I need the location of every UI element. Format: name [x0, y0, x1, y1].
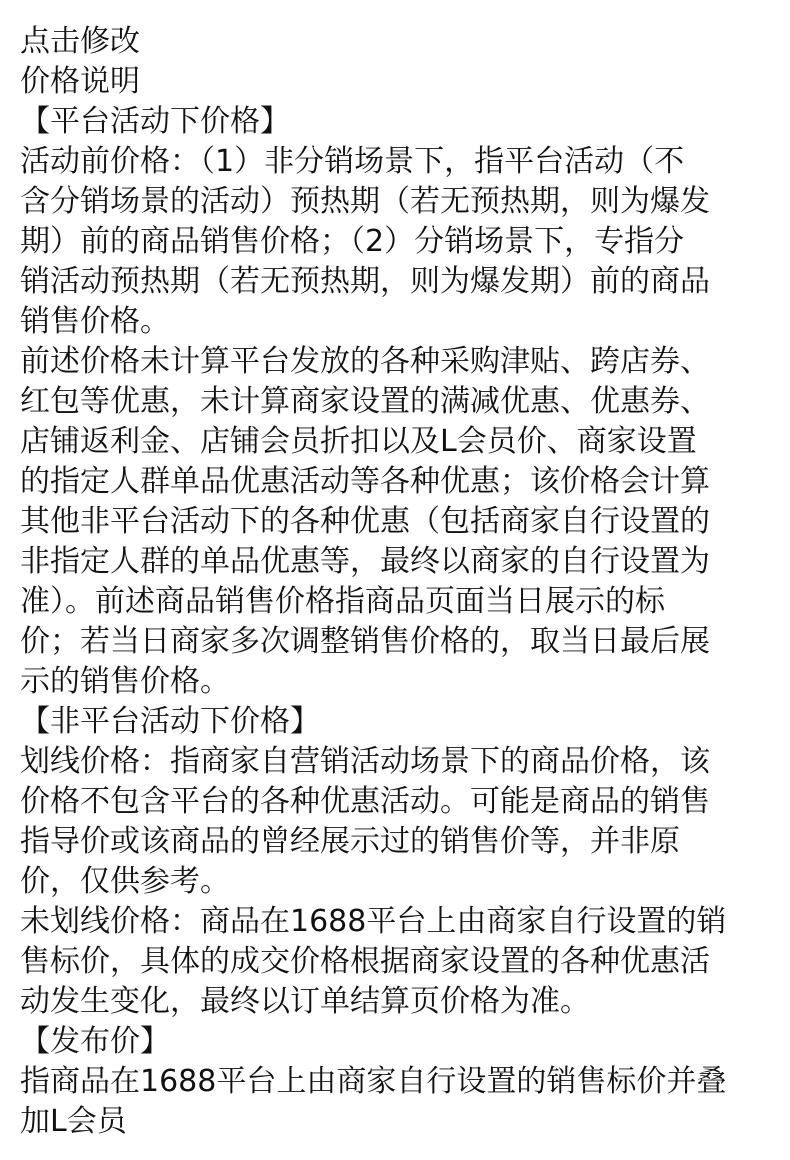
text-line: 准）。前述商品销售价格指商品页面当日展示的标 — [20, 584, 665, 619]
edit-link[interactable]: 点击修改 — [20, 24, 140, 59]
text-line: 含分销场景的活动）预热期（若无预热期，则为爆发 — [20, 184, 710, 219]
text-line: 前述价格未计算平台发放的各种采购津贴、跨店券、 — [20, 344, 710, 379]
text-line: 其他非平台活动下的各种优惠（包括商家自行设置的 — [20, 504, 710, 539]
text-line: 价；若当日商家多次调整销售价格的，取当日最后展 — [20, 624, 710, 659]
text-line: 价，仅供参考。 — [20, 864, 230, 899]
text-line: 未划线价格：商品在1688平台上由商家自行设置的销 — [20, 904, 727, 939]
text-line: 售标价，具体的成交价格根据商家设置的各种优惠活 — [20, 944, 710, 979]
section-heading-published-price: 【发布价】 — [20, 1024, 170, 1059]
text-line: 价格不包含平台的各种优惠活动。可能是商品的销售 — [20, 784, 710, 819]
text-line: 划线价格：指商家自营销活动场景下的商品价格，该 — [20, 744, 710, 779]
page-title: 价格说明 — [20, 64, 140, 99]
paragraph-published-price — [20, 1062, 770, 1142]
text-line: 示的销售价格。 — [20, 664, 230, 699]
text-line: 动发生变化，最终以订单结算页价格为准。 — [20, 984, 590, 1019]
text-line: 销活动预热期（若无预热期，则为爆发期）前的商品 — [20, 264, 710, 299]
text-line: 非指定人群的单品优惠等，最终以商家的自行设置为 — [20, 544, 710, 579]
paragraph-price-exclusions — [20, 342, 770, 702]
text-line: 店铺返利金、店铺会员折扣以及L会员价、商家设置 — [20, 424, 697, 459]
text-line: 指商品在1688平台上由商家自行设置的销售标价并叠 — [20, 1064, 727, 1099]
paragraph-pre-activity-price — [20, 142, 770, 342]
section-heading-non-platform-activity: 【非平台活动下价格】 — [20, 704, 320, 739]
paragraph-non-strikethrough-price — [20, 902, 770, 1022]
text-line: 期）前的商品销售价格；（2）分销场景下，专指分 — [20, 224, 685, 259]
section-heading-platform-activity: 【平台活动下价格】 — [20, 104, 290, 139]
text-line: 活动前价格：（1）非分销场景下，指平台活动（不 — [20, 144, 685, 179]
paragraph-strikethrough-price — [20, 742, 770, 902]
text-line: 销售价格。 — [20, 304, 170, 339]
text-line: 的指定人群单品优惠活动等各种优惠；该价格会计算 — [20, 464, 710, 499]
text-line: 指导价或该商品的曾经展示过的销售价等，并非原 — [20, 824, 680, 859]
text-line: 红包等优惠，未计算商家设置的满减优惠、优惠券、 — [20, 384, 710, 419]
text-line: 加L会员 — [20, 1104, 127, 1139]
